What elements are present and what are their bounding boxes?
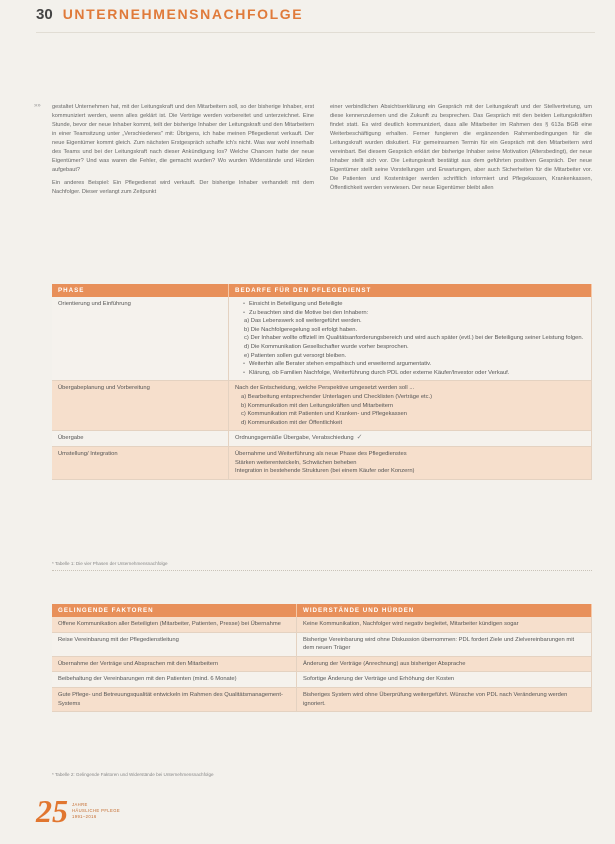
factors-table bbox=[52, 604, 592, 712]
list-item: d) Kommunikation mit der Öffentlichkeit bbox=[241, 419, 343, 426]
header-divider bbox=[36, 32, 595, 33]
list-item: • Klärung, ob Familien Nachfolge, Weiterführung durch PDL oder externe Käufer/Investor oder Verkauf. bbox=[243, 369, 585, 378]
body-paragraph: einer verbindlichen Absichtserklärung ein Gespräch mit der Leitungskraft und der Stellvertretung, um diese kennenzulernen und die Zukunft zu besprechen. Das Gespräch mit den beiden Leitungskräften findet statt. Es wird deutlich kommuniziert, dass alle Mitarbeiter im Rahmen des § 613a BGB eine Weiterbeschäftigung erhalten. Ferner fungieren die ergänzenden Rahmenbedingungen für die Leitungskraft wurden diskutiert. Für gemeinsamen Termin für ein Gespräch mit den Mitarbeitern wird vereinbart. Bei diesem Gespräch erklärt der bisherige Inhaber seine Motivation (Altersbedingt), der neue Inhaber stellt sich vor. Die Leitungskraft bestätigt aus dem geführten positiven Gespräch. Der neue Eigentümer stellt seine Vorstellungen und Erwartungen, aber auch Sicherheiten für die Mitarbeiter vor. Die Patienten und Kostenträger werden schriftlich informiert und Pflegekassen, Krankenkassen, Öffentlichkeit werden verwiesen. Der neue Eigentümer bleibt allen bbox=[330, 104, 592, 191]
table-header-obstacles: WIDERSTÄNDE UND HÜRDEN bbox=[297, 604, 592, 617]
page-number: 30 bbox=[36, 6, 53, 23]
logo-number: 25 bbox=[36, 793, 68, 829]
phase-cell: Orientierung und Einführung bbox=[52, 297, 229, 381]
table-row bbox=[52, 431, 592, 447]
obstacle-cell: Änderung der Verträge (Anrechnung) aus bisheriger Absprache bbox=[297, 656, 592, 672]
list-item: b) Die Nachfolgeregelung soll erfolgt haben. bbox=[244, 326, 358, 333]
phase-cell: Übergabeplanung und Vorbereitung bbox=[52, 381, 229, 431]
table-row bbox=[52, 656, 592, 672]
table-row bbox=[52, 687, 592, 711]
body-paragraph: gestaltet Unternehmen hat, mit der Leitungskraft und den Mitarbeitern soll, so der bisherige Inhaber, erst kommuniziert werden, wenn alles geklärt ist. Die Verträge werden vorbereitet und unterzeichnet. Eine Stunde, bevor der neue Inhaber kommt, teilt der bisherige Inhaber der Leitungskraft und den Mitarbeitern in einer Teamsitzung unter „Verschiedenes" mit: Übrigens, ich habe meinen Pflegedienst verkauft. Der neue Eigentümer kommt gleich. Zum nächsten Erstgespräch schaffe ich's nicht. Was war wohl innerhalb des Teams und bei der Leitungskraft nach dieser Ankündigung los? Welche Chancen hatte der neue Eigentümer? Und was waren die Fehler, die gemacht wurden? Wo wurden Widerstände und Hürden aufgebaut? bbox=[52, 104, 314, 173]
logo-line: JAHRE bbox=[72, 802, 88, 807]
table-header-phase: PHASE bbox=[52, 284, 229, 297]
list-item: e) Patienten sollen gut versorgt bleiben. bbox=[244, 352, 347, 359]
body-column-right bbox=[330, 103, 592, 201]
body-paragraph: Ein anderes Beispiel: Ein Pflegedienst wird verkauft. Der bisherige Inhaber verhandelt mit dem Nachfolger. Dieser verlangt zum Zeitpunkt bbox=[52, 180, 314, 195]
list-item: Übernahme und Weiterführung als neue Phase des Pflegedienstes bbox=[235, 450, 407, 457]
obstacle-cell: Bisherige Vereinbarung wird ohne Diskussion übernommen: PDL fordert Ziele und Zielvereinbarungen mit dem neuen Träger bbox=[297, 632, 592, 656]
needs-cell bbox=[229, 297, 592, 381]
factor-cell: Gute Pflege- und Betreuungsqualität entwickeln im Rahmen des Qualitätsmanagement-Systems bbox=[52, 687, 297, 711]
cell-text: Ordnungsgemäße Übergabe, Verabschiedung bbox=[235, 435, 354, 442]
needs-cell bbox=[229, 431, 592, 447]
table-row bbox=[52, 672, 592, 688]
logo-line: 1991–2016 bbox=[72, 814, 97, 819]
list-item: • Einsicht in Beteiligung und Beteiligte bbox=[243, 300, 585, 309]
checkmark-icon: ✓ bbox=[356, 434, 363, 442]
factor-cell: Reise Vereinbarung mit der Pflegedienstleitung bbox=[52, 632, 297, 656]
table-row bbox=[52, 297, 592, 381]
factor-cell: Beibehaltung der Vereinbarungen mit den Patienten (mind. 6 Monate) bbox=[52, 672, 297, 688]
obstacle-cell: Bisheriges System wird ohne Überprüfung weitergeführt. Wünsche von PDL nach Veränderung werden ignoriert. bbox=[297, 687, 592, 711]
table-header-success-factors: GELINGENDE FAKTOREN bbox=[52, 604, 297, 617]
phase-cell: Umstellung/ Integration bbox=[52, 446, 229, 479]
list-item: c) Kommunikation mit Patienten und Kranken- und Pflegekassen bbox=[241, 411, 407, 418]
phases-table bbox=[52, 284, 592, 480]
list-item: Integration in bestehende Strukturen (bei einem Käufer oder Konzern) bbox=[235, 468, 415, 475]
obstacle-cell: Sofortige Änderung der Verträge und Erhöhung der Kosten bbox=[297, 672, 592, 688]
factor-cell: Offene Kommunikation aller Beteiligten (Mitarbeiter, Patienten, Presse) bei Übernahme bbox=[52, 617, 297, 632]
needs-cell bbox=[229, 381, 592, 431]
continuation-marker: »» bbox=[34, 103, 41, 109]
logo-line: HÄUSLICHE PFLEGE bbox=[72, 808, 121, 813]
table-caption: * Tabelle 1: Die vier Phasen der Unternehmensnachfolge bbox=[52, 561, 168, 566]
list-item: b) Kommunikation mit den Leitungskräften und Mitarbeitern bbox=[241, 402, 394, 409]
list-item: Stärken weiterentwickeln, Schwächen beheben bbox=[235, 459, 357, 466]
cell-intro: Nach der Entscheidung, welche Perspektive umgesetzt werden soll ... bbox=[235, 385, 415, 392]
table-row bbox=[52, 617, 592, 632]
list-item: • Zu beachten sind die Motive bei den Inhabern: bbox=[243, 309, 585, 318]
obstacle-cell: Keine Kommunikation, Nachfolger wird negativ begleitet, Mitarbeiter kündigen sogar bbox=[297, 617, 592, 632]
body-column-left bbox=[52, 103, 314, 201]
table-row bbox=[52, 446, 592, 479]
list-item: a) Bearbeitung entsprechender Unterlagen und Checklisten (Verträge etc.) bbox=[241, 393, 433, 400]
body-text bbox=[52, 103, 592, 201]
table-row bbox=[52, 632, 592, 656]
phase-cell: Übergabe bbox=[52, 431, 229, 447]
section-divider bbox=[52, 570, 592, 571]
table-header-needs: BEDARFE FÜR DEN PFLEGEDIENST bbox=[229, 284, 592, 297]
page-header bbox=[36, 6, 303, 23]
anniversary-logo bbox=[36, 793, 121, 829]
table-row bbox=[52, 381, 592, 431]
chapter-title: UNTERNEHMENSNACHFOLGE bbox=[62, 6, 304, 22]
list-item: c) Der Inhaber wollte offiziell im Qualitätsanforderungsbereich und wird auch später (evtl.) bei der Beteiligung seiner Leistung folgen. bbox=[244, 335, 584, 342]
list-item: • Weiterhin alle Berater stehen empathisch und erweiternd argumentativ. bbox=[243, 360, 585, 369]
logo-text bbox=[72, 802, 120, 820]
list-item: d) Die Kommunikation Gesellschafter wurde vorher besprochen. bbox=[244, 343, 409, 350]
needs-cell bbox=[229, 446, 592, 479]
list-item: a) Das Lebenswerk soll weitergeführt werden. bbox=[244, 318, 362, 325]
table-caption: * Tabelle 2: Gelingende Faktoren und Widerstände bei Unternehmensnachfolge bbox=[52, 772, 214, 777]
factor-cell: Übernahme der Verträge und Absprachen mit den Mitarbeitern bbox=[52, 656, 297, 672]
